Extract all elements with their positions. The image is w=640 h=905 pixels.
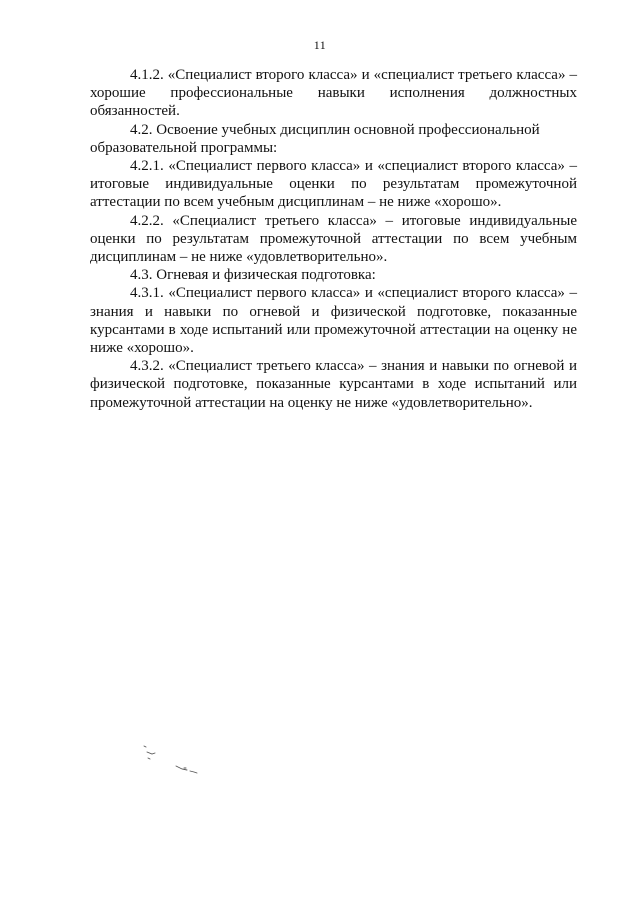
clause-4-3-1: 4.3.1. «Специалист первого класса» и «специалист второго класса» – знания и навыки по огневой и физической подготовке, показанные курсантами в ходе испытаний или промежуточной аттестации на оценку не ниже «хорошо». bbox=[90, 285, 577, 357]
clause-4-3-2: 4.3.2. «Специалист третьего класса» – знания и навыки по огневой и физической подготовке, показанные курсантами в ходе испытаний или промежуточной аттестации на оценку не ниже «удовлетворительно». bbox=[90, 358, 577, 411]
clause-4-2-1: 4.2.1. «Специалист первого класса» и «специалист второго класса» – итоговые индивидуальные оценки по результатам промежуточной аттестации по всем учебным дисциплинам – не ниже «хорошо». bbox=[90, 158, 577, 211]
clause-4-3-heading: 4.3. Огневая и физическая подготовка: bbox=[130, 267, 376, 284]
document-body bbox=[90, 66, 577, 412]
clause-4-2-2: 4.2.2. «Специалист третьего класса» – итоговые индивидуальные оценки по результатам промежуточной аттестации по всем учебным дисциплинам – не ниже «удовлетворительно». bbox=[90, 212, 577, 266]
clause-4-2-heading: 4.2. Освоение учебных дисциплин основной профессиональной образовательной программы: bbox=[90, 121, 540, 156]
scan-marks bbox=[140, 738, 210, 778]
clause-4-1-2: 4.1.2. «Специалист второго класса» и «специалист третьего класса» – хорошие профессиональные навыки исполнения должностных обязанностей. bbox=[90, 67, 577, 120]
page-number: 11 bbox=[313, 38, 327, 52]
